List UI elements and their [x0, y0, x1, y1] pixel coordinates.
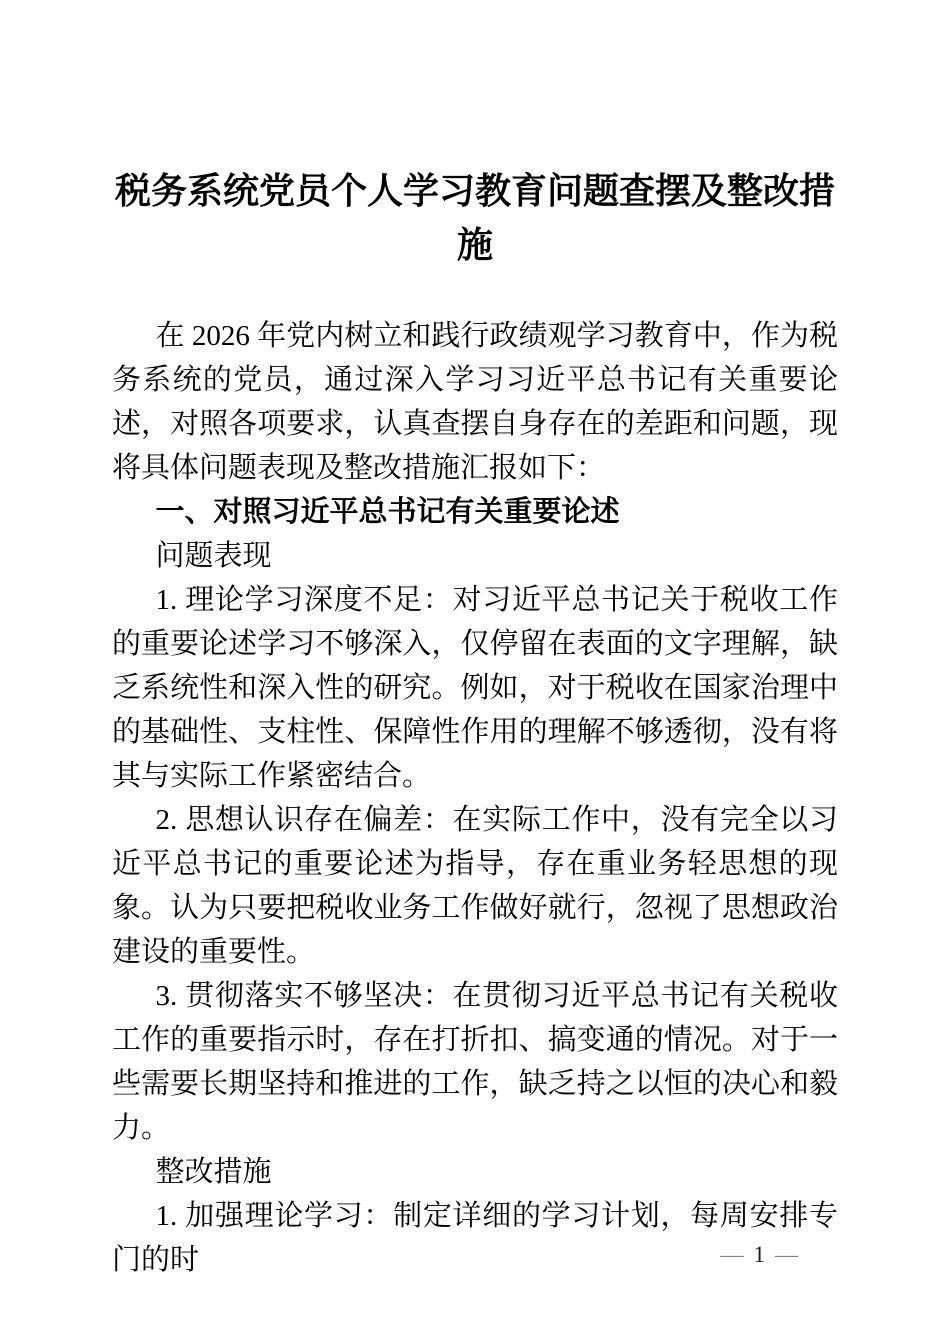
measures-label: 整改措施: [155, 1156, 272, 1188]
problem-item-3: 3. 贯彻落实不够坚决：在贯彻习近平总书记有关税收工作的重要指示时，存在打折扣、搞变通的情况。对于一些需要长期坚持和推进的工作，缺乏持之以恒的决心和毅力。: [112, 980, 838, 1144]
problem-item-2: 2. 思想认识存在偏差：在实际工作中，没有完全以习近平总书记的重要论述为指导，存在重业务轻思想的现象。认为只要把税收业务工作做好就行，忽视了思想政治建设的重要性。: [112, 804, 838, 968]
page-number-dash-right: —: [775, 1242, 798, 1267]
section-1-heading: 一、对照习近平总书记有关重要论述: [155, 496, 620, 528]
page-number: [717, 1243, 803, 1266]
page-number-value: 1: [753, 1242, 765, 1267]
measure-item-1: 1. 加强理论学习：制定详细的学习计划，每周安排专门的时: [112, 1200, 838, 1276]
problem-item-1: 1. 理论学习深度不足：对习近平总书记关于税收工作的重要论述学习不够深入，仅停留在表面的文字理解，缺乏系统性和深入性的研究。例如，对于税收在国家治理中的基础性、支柱性、保障性作用的理解不够透彻，没有将其与实际工作紧密结合。: [112, 584, 838, 792]
page-number-dash-left: —: [720, 1242, 744, 1267]
document-title: 税务系统党员个人学习教育问题查摆及整改措施: [114, 170, 835, 265]
intro-paragraph: 在 2026 年党内树立和践行政绩观学习教育中，作为税务系统的党员，通过深入学习习近平总书记有关重要论述，对照各项要求，认真查摆自身存在的差距和问题，现将具体问题表现及整改措施汇报如下：: [112, 320, 838, 484]
problems-label: 问题表现: [155, 540, 272, 572]
